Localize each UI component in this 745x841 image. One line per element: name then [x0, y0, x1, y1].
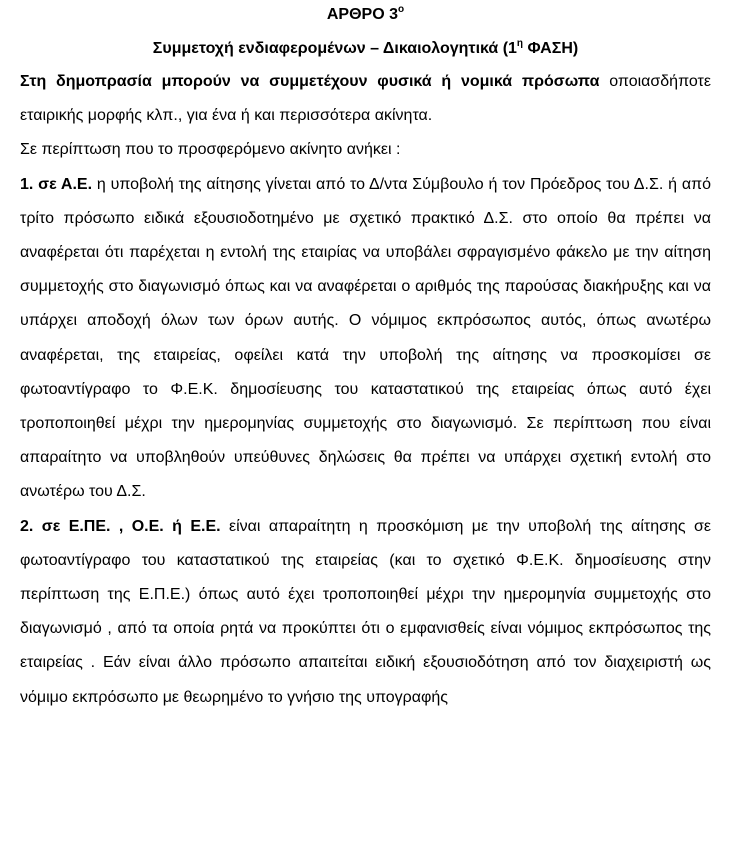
- article-subtitle: [20, 39, 711, 59]
- article-subtitle-superscript: η: [516, 37, 524, 49]
- case-intro-text: Σε περίπτωση που το προσφερόμενο ακίνητο ανήκει :: [20, 141, 401, 159]
- intro-text: οποιασδήποτε εταιρικής μορφής κλπ., για ένα ή και περισσότερα ακίνητα.: [20, 73, 712, 125]
- case-intro-paragraph: [20, 133, 711, 167]
- article-subtitle-suffix: ΦΑΣΗ): [523, 40, 579, 57]
- article-title-text: ΑΡΘΡΟ 3: [326, 6, 399, 23]
- intro-bold-text: Στη δημοπρασία μπορούν να συμμετέχουν φυσικά ή νομικά πρόσωπα: [20, 73, 600, 90]
- article-subtitle-text: Συμμετοχή ενδιαφερομένων – Δικαιολογητικά (1: [152, 40, 517, 57]
- intro-paragraph: [20, 65, 711, 133]
- item-2-label: 2. σε Ε.ΠΕ. , Ο.Ε. ή Ε.Ε.: [20, 517, 221, 535]
- item-1-text: η υποβολή της αίτησης γίνεται από το Δ/ντα Σύμβουλο ή τον Πρόεδρος του Δ.Σ. ή από τρίτο πρόσωπο ειδικά εξουσιοδοτημένο με σχετικό πρακτικό Δ.Σ. στο οποίο θα πρέπει να αναφέρεται ότι παρέχεται η εντολή της εταιρίας να υποβάλει σφραγισμένο φάκελο με την αίτηση συμμετοχής στο διαγωνισμό όπως και να αναφέρεται ο αριθμός της παρούσας διακήρυξης και να υπάρχει αποδοχή όλων των όρων αυτής. Ο νόμιμος εκπρόσωπος αυτός, όπως ανωτέρω αναφέρεται, της εταιρείας, οφείλει κατά την υποβολή της αίτησης να προσκομίσει σε φωτοαντίγραφο το Φ.Ε.Κ. δημοσίευσης του καταστατικού της εταιρείας όπως αυτό έχει τροποποιηθεί μέχρι την ημερομηνίας συμμετοχής στο διαγωνισμό. Σε περίπτωση που είναι απαραίτητο να υποβληθούν υπεύθυνες δηλώσεις θα πρέπει να υπάρχει σχετική εντολή στο ανωτέρω του Δ.Σ.: [20, 175, 711, 501]
- item-2-text: είναι απαραίτητη η προσκόμιση με την υποβολή της αίτησης σε φωτοαντίγραφο του καταστατικού της εταιρείας (και το σχετικό Φ.Ε.Κ. δημοσίευσης στην περίπτωση της Ε.Π.Ε.) όπως αυτό έχει τροποποιηθεί μέχρι την ημερομηνία συμμετοχής στο διαγωνισμό , από τα οποία ρητά να προκύπτει ότι ο εμφανισθείς είναι νόμιμος εκπρόσωπος της εταιρείας . Εάν είναι άλλο πρόσωπο απαιτείται ειδική εξουσιοδότηση από τον διαχειριστή ως νόμιμο εκπρόσωπο με θεωρημένο το γνήσιο της υπογραφής: [20, 517, 711, 706]
- article-title: [20, 0, 711, 25]
- item-2-paragraph: [20, 510, 711, 715]
- article-title-superscript: ο: [398, 3, 405, 15]
- item-1-label: 1. σε Α.Ε.: [20, 175, 93, 193]
- item-1-paragraph: [20, 168, 711, 510]
